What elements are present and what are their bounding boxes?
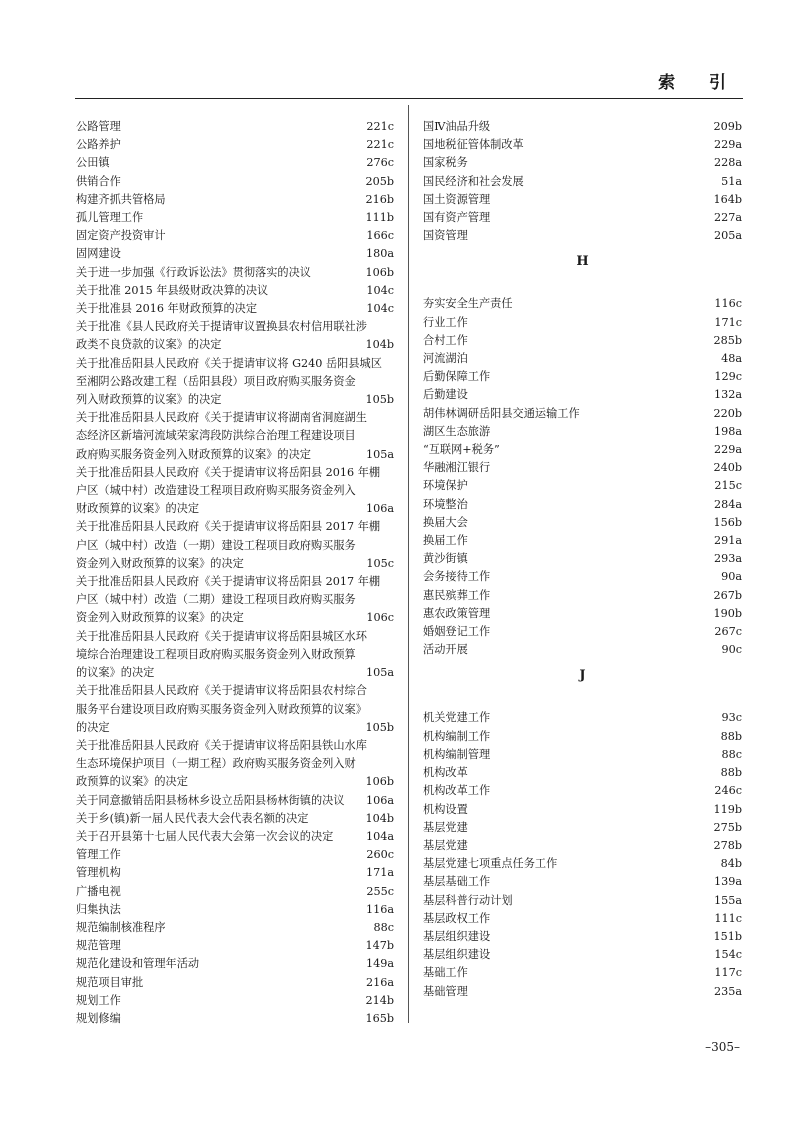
index-entry-page: 104b — [365, 338, 394, 352]
index-entry — [423, 295, 742, 313]
index-entry-term: 公田镇 — [76, 156, 110, 170]
index-entry-term: 规划工作 — [76, 993, 121, 1007]
index-entry — [423, 477, 742, 495]
index-entry — [423, 386, 742, 404]
index-entry — [76, 264, 394, 282]
index-entry-term: 环境保护 — [423, 479, 468, 493]
index-entry — [423, 928, 742, 946]
index-entry — [76, 245, 394, 263]
index-entry-page: 147b — [365, 939, 394, 953]
index-entry-page: 205a — [713, 229, 742, 243]
index-entry — [423, 946, 742, 964]
index-entry-page: 149a — [365, 957, 394, 971]
index-entry-term: 关于批准 2015 年县级财政决算的决议 — [76, 283, 269, 297]
index-entry-term: 环境整治 — [423, 497, 468, 511]
index-entry — [423, 532, 742, 550]
index-entry-term: 惠农政策管理 — [423, 606, 491, 620]
index-entry — [423, 801, 742, 819]
index-entry — [76, 209, 394, 227]
index-entry-term: 基层党建 — [423, 838, 468, 852]
index-entry-term-line: 政类不良贷款的议案》的决定 — [76, 338, 222, 352]
index-entry-page: 88c — [373, 920, 394, 934]
index-entry-page: 51a — [721, 174, 742, 188]
index-entry — [76, 992, 394, 1010]
index-entry — [76, 937, 394, 955]
index-entry — [423, 459, 742, 477]
index-entry-term: 关于乡(镇)新一届人民代表大会代表名额的决定 — [76, 811, 309, 825]
index-entry — [423, 514, 742, 532]
index-entry-term-line: 关于批准岳阳县人民政府《关于提请审议将岳阳县 2017 年棚 — [76, 575, 381, 589]
index-entry-page: 88b — [720, 729, 742, 743]
index-entry-page: 106b — [365, 265, 394, 279]
index-entry — [76, 118, 394, 136]
index-entry-page: 88c — [721, 747, 742, 761]
index-entry-term: 基础工作 — [423, 966, 468, 980]
index-entry-term: 国土资源管理 — [423, 192, 491, 206]
index-entry — [76, 300, 394, 318]
index-entry-term: 公路养护 — [76, 138, 121, 152]
index-entry-term: 公路管理 — [76, 120, 121, 133]
index-entry-page: 171c — [714, 315, 742, 329]
index-entry-page: 240b — [713, 461, 742, 475]
index-entry-term: 合村工作 — [423, 333, 468, 347]
index-entry-term-line: 户区（城中村）改造建设工程项目政府购买服务资金列入 — [76, 484, 356, 498]
index-entry-term: 基层政权工作 — [423, 911, 491, 925]
index-entry-page: 84b — [720, 857, 742, 871]
index-entry-term: 活动开展 — [423, 643, 468, 657]
index-entry — [423, 605, 742, 623]
index-entry — [76, 810, 394, 828]
index-entry-page: 105a — [365, 666, 394, 680]
index-entry-page: 93c — [721, 711, 742, 725]
index-entry-term: 会务接待工作 — [423, 570, 491, 584]
index-entry-page: 111b — [365, 211, 394, 225]
index-entry — [423, 983, 742, 1001]
index-entry — [423, 496, 742, 514]
index-entry — [423, 568, 742, 586]
index-entry-page: 171a — [365, 866, 394, 880]
index-entry-page: 139a — [713, 875, 742, 889]
index-entry-term: 国民经济和社会发展 — [423, 174, 524, 188]
index-entry-term-line: 至湘阴公路改建工程（岳阳县段）项目政府购买服务资金 — [76, 374, 356, 388]
index-entry — [76, 227, 394, 245]
index-entry-page: 267c — [714, 625, 742, 639]
index-entry-term-line: 户区（城中村）改造（二期）建设工程项目政府购买服务 — [76, 593, 356, 607]
index-entry-term-line: 政府购买服务资金列入财政预算的议案》的决定 — [76, 447, 311, 461]
index-entry — [76, 154, 394, 172]
index-entry — [423, 873, 742, 891]
index-entry — [76, 737, 394, 792]
index-entry-page: 116a — [365, 902, 394, 916]
index-entry — [423, 764, 742, 782]
index-entry-page: 275b — [713, 820, 742, 834]
index-entry-term: 河流湖泊 — [423, 352, 468, 366]
index-entry — [76, 1010, 394, 1028]
index-entry-term: 行业工作 — [423, 315, 468, 329]
index-entry — [423, 782, 742, 800]
index-entry-page: 205b — [365, 174, 394, 188]
page-number: –305– — [705, 1040, 740, 1054]
index-entry-page: 267b — [713, 588, 742, 602]
index-entry-term-line: 关于批准岳阳县人民政府《关于提请审议将岳阳县铁山水库 — [76, 738, 367, 752]
index-entry-term-line: 户区（城中村）改造（一期）建设工程项目政府购买服务 — [76, 538, 356, 552]
index-entry-page: 260c — [366, 848, 394, 862]
index-entry-term-line: 资金列入财政预算的议案》的决定 — [76, 611, 244, 625]
index-entry — [76, 464, 394, 519]
index-entry-page: 229a — [713, 138, 742, 152]
index-entry-page: 215c — [714, 479, 742, 493]
index-entry-page: 117c — [714, 966, 742, 980]
index-entry — [423, 191, 742, 209]
index-entry-term: 机构改革 — [423, 766, 468, 780]
index-column-left — [76, 118, 394, 1028]
index-entry-page: 105c — [366, 556, 394, 570]
index-entry-term: 机构编制管理 — [423, 747, 491, 761]
index-entry-term: 关于进一步加强《行政诉讼法》贯彻落实的决议 — [76, 265, 311, 279]
index-entry-term-line: 关于批准岳阳县人民政府《关于提请审议将湖南省洞庭湖生 — [76, 411, 367, 425]
index-entry — [423, 332, 742, 350]
index-header-title: 索 引 — [658, 73, 740, 93]
index-entry — [423, 441, 742, 459]
index-entry-term: 基层基础工作 — [423, 875, 491, 889]
index-entry — [423, 910, 742, 928]
index-entry — [76, 682, 394, 737]
index-entry-term: 夯实安全生产责任 — [423, 297, 513, 311]
index-entry-term: 黄沙街镇 — [423, 552, 468, 566]
index-entry-page: 278b — [713, 838, 742, 852]
index-entry-page: 104c — [366, 302, 394, 316]
index-entry-term: 胡伟林调研岳阳县交通运输工作 — [423, 406, 580, 420]
index-entry — [76, 974, 394, 992]
index-entry-term-line: 关于批准岳阳县人民政府《关于提请审议将岳阳县 2016 年棚 — [76, 465, 381, 479]
index-entry-page: 106b — [365, 775, 394, 789]
index-entry — [423, 405, 742, 423]
index-entry — [76, 518, 394, 573]
index-entry-term-line: 资金列入财政预算的议案》的决定 — [76, 556, 244, 570]
index-entry-term-line: 的决定 — [76, 720, 110, 734]
index-entry-page: 116c — [714, 297, 742, 311]
index-entry-page: 293a — [713, 552, 742, 566]
index-entry-page: 164b — [713, 192, 742, 206]
index-entry — [76, 955, 394, 973]
index-entry — [76, 355, 394, 410]
section-letter-h: H — [576, 254, 589, 270]
index-entry-page: 235a — [713, 984, 742, 998]
index-entry-term-line: 关于批准岳阳县人民政府《关于提请审议将岳阳县城区水环 — [76, 629, 367, 643]
index-entry-term: 湖区生态旅游 — [423, 424, 491, 438]
index-entry — [423, 837, 742, 855]
index-entry-term: 基础管理 — [423, 984, 468, 998]
index-entry-page: 154c — [714, 948, 742, 962]
index-entry-page: 90a — [721, 570, 742, 584]
index-entry-term: 固定资产投资审计 — [76, 229, 166, 243]
index-entry-term-line: 政预算的议案》的决定 — [76, 775, 188, 789]
index-entry-term-line: 关于批准《县人民政府关于提请审议置换县农村信用联社涉 — [76, 320, 367, 334]
index-entry-page: 90c — [721, 643, 742, 657]
index-entry — [423, 136, 742, 154]
index-entry-page: 209b — [713, 120, 742, 133]
index-entry-page: 284a — [713, 497, 742, 511]
index-entry-page: 155a — [713, 893, 742, 907]
column-divider — [408, 105, 409, 1023]
section-letter-j: J — [579, 668, 586, 684]
index-entry — [76, 409, 394, 464]
index-entry — [423, 641, 742, 659]
index-entry — [423, 227, 742, 245]
index-entry — [423, 892, 742, 910]
index-entry-term: 基层党建 — [423, 820, 468, 834]
index-entry — [76, 846, 394, 864]
index-entry-page: 132a — [713, 388, 742, 402]
index-entry — [423, 314, 742, 332]
index-entry-term: 华融湘江银行 — [423, 461, 491, 475]
index-entry — [423, 423, 742, 441]
index-entry-term-line: 生态环境保护项目（一期工程）政府购买服务资金列入财 — [76, 757, 356, 771]
index-entry-term: 惠民殡葬工作 — [423, 588, 491, 602]
index-section-h — [423, 295, 742, 659]
index-entry-page: 156b — [713, 515, 742, 529]
index-entry — [423, 350, 742, 368]
index-entry-term: 固网建设 — [76, 247, 121, 261]
index-entry-term-line: 关于批准岳阳县人民政府《关于提请审议将 G240 岳阳县城区 — [76, 356, 382, 370]
index-entry-page: 104a — [365, 829, 394, 843]
index-entry-term: 婚姻登记工作 — [423, 625, 491, 639]
index-entry — [76, 864, 394, 882]
index-entry-page: 190b — [713, 606, 742, 620]
index-entry — [423, 855, 742, 873]
index-entry-term: 换届大会 — [423, 515, 468, 529]
index-entry-term-line: 态经济区新墙河流域荣家湾段防洪综合治理工程建设项目 — [76, 429, 356, 443]
index-entry-term: 规划修编 — [76, 1011, 121, 1025]
index-entry-term: 国Ⅳ油品升级 — [423, 120, 491, 133]
index-entry — [423, 623, 742, 641]
index-entry-term-line: 关于批准岳阳县人民政府《关于提请审议将岳阳县 2017 年棚 — [76, 520, 381, 534]
index-entry-term: 基层组织建设 — [423, 948, 491, 962]
index-entry — [423, 964, 742, 982]
index-entry-term: 构建齐抓共管格局 — [76, 192, 166, 206]
index-entry — [76, 318, 394, 354]
index-entry-term: 国资管理 — [423, 229, 468, 243]
index-entry-term-line: 财政预算的议案》的决定 — [76, 502, 200, 516]
index-entry-term: 基层党建七项重点任务工作 — [423, 857, 558, 871]
index-entry-page: 221c — [366, 120, 394, 133]
index-entry-page: 48a — [721, 352, 742, 366]
index-entry-term-line: 关于批准岳阳县人民政府《关于提请审议将岳阳县农村综合 — [76, 684, 367, 698]
index-entry-page: 105b — [365, 720, 394, 734]
index-entry-page: 105a — [365, 447, 394, 461]
index-entry-page: 129c — [714, 370, 742, 384]
index-entry-page: 216b — [365, 192, 394, 206]
index-entry — [76, 883, 394, 901]
index-entry — [76, 792, 394, 810]
index-entry-term: 机构设置 — [423, 802, 468, 816]
index-entry-page: 220b — [713, 406, 742, 420]
index-entry — [423, 819, 742, 837]
index-entry-page: 166c — [366, 229, 394, 243]
index-entry-page: 106c — [366, 611, 394, 625]
index-entry-term: 机构改革工作 — [423, 784, 491, 798]
index-entry-term: 管理工作 — [76, 848, 121, 862]
index-entry-page: 255c — [366, 884, 394, 898]
index-entry-page: 180a — [365, 247, 394, 261]
index-section-g — [423, 118, 742, 245]
index-entry-page: 151b — [713, 929, 742, 943]
index-entry-term: 规范编制核准程序 — [76, 920, 166, 934]
index-entry-term: 归集执法 — [76, 902, 121, 916]
index-entry-term: 机关党建工作 — [423, 711, 491, 725]
index-entry-page: 106a — [365, 793, 394, 807]
index-entry — [76, 573, 394, 628]
index-column-right — [423, 118, 742, 1001]
index-entry — [423, 550, 742, 568]
index-section-j — [423, 709, 742, 1000]
header-rule — [75, 98, 743, 99]
index-entry — [423, 118, 742, 136]
index-entry-term: 供销合作 — [76, 174, 121, 188]
index-entry-page: 229a — [713, 443, 742, 457]
index-entry — [76, 282, 394, 300]
index-entry-page: 227a — [713, 211, 742, 225]
index-entry-term: 规范项目审批 — [76, 975, 144, 989]
index-entry-term: 后勤建设 — [423, 388, 468, 402]
index-entry-page: 214b — [365, 993, 394, 1007]
index-entry — [76, 828, 394, 846]
index-entry — [76, 628, 394, 683]
index-entry-term-line: 服务平台建设项目政府购买服务资金列入财政预算的议案》 — [76, 702, 367, 716]
index-entry — [423, 173, 742, 191]
index-entry-term: 国有资产管理 — [423, 211, 491, 225]
index-entry-page: 221c — [366, 138, 394, 152]
index-entry-page: 198a — [713, 424, 742, 438]
index-entry-page: 104b — [365, 811, 394, 825]
index-entry-page: 88b — [720, 766, 742, 780]
index-entry-page: 216a — [365, 975, 394, 989]
index-entry-term: 规范管理 — [76, 939, 121, 953]
index-entry-term: “互联网+税务” — [423, 443, 500, 457]
index-entry-term: 广播电视 — [76, 884, 121, 898]
index-entry-term: 后勤保障工作 — [423, 370, 491, 384]
index-entry — [76, 901, 394, 919]
index-entry — [76, 173, 394, 191]
index-entry — [76, 191, 394, 209]
index-entry-term-line: 境综合治理建设工程项目政府购买服务资金列入财政预算 — [76, 647, 356, 661]
index-entry-term: 关于批准县 2016 年财政预算的决定 — [76, 302, 258, 316]
index-entry — [423, 209, 742, 227]
index-entry-term: 孤儿管理工作 — [76, 211, 144, 225]
index-entry-term-line: 的议案》的决定 — [76, 666, 155, 680]
index-entry-page: 111c — [714, 911, 742, 925]
index-entry-term-line: 列入财政预算的议案》的决定 — [76, 393, 222, 407]
index-entry-term: 关于召开县第十七届人民代表大会第一次会议的决定 — [76, 829, 334, 843]
index-entry-term: 国地税征管体制改革 — [423, 138, 524, 152]
index-entry-page: 228a — [713, 156, 742, 170]
index-entry-page: 119b — [713, 802, 742, 816]
index-entry-term: 基层科普行动计划 — [423, 893, 513, 907]
index-entry-term: 国家税务 — [423, 156, 468, 170]
index-entry — [423, 728, 742, 746]
index-entry-term: 基层组织建设 — [423, 929, 491, 943]
index-entry — [423, 746, 742, 764]
index-entry-term: 规范化建设和管理年活动 — [76, 957, 200, 971]
index-entry-term: 关于同意撤销岳阳县杨林乡设立岳阳县杨林街镇的决议 — [76, 793, 345, 807]
index-entry-term: 换届工作 — [423, 534, 468, 548]
index-entry-page: 285b — [713, 333, 742, 347]
index-entry-term: 管理机构 — [76, 866, 121, 880]
index-entry-term: 机构编制工作 — [423, 729, 491, 743]
index-entry — [423, 368, 742, 386]
index-entry — [423, 154, 742, 172]
index-entry-page: 246c — [714, 784, 742, 798]
index-entry-page: 104c — [366, 283, 394, 297]
index-entry-page: 165b — [365, 1011, 394, 1025]
index-entry-page: 291a — [713, 534, 742, 548]
index-entry — [76, 136, 394, 154]
index-entry — [423, 709, 742, 727]
index-entry-page: 105b — [365, 393, 394, 407]
index-entry-page: 106a — [365, 502, 394, 516]
index-entry-page: 276c — [366, 156, 394, 170]
index-entry — [423, 587, 742, 605]
index-entry — [76, 919, 394, 937]
